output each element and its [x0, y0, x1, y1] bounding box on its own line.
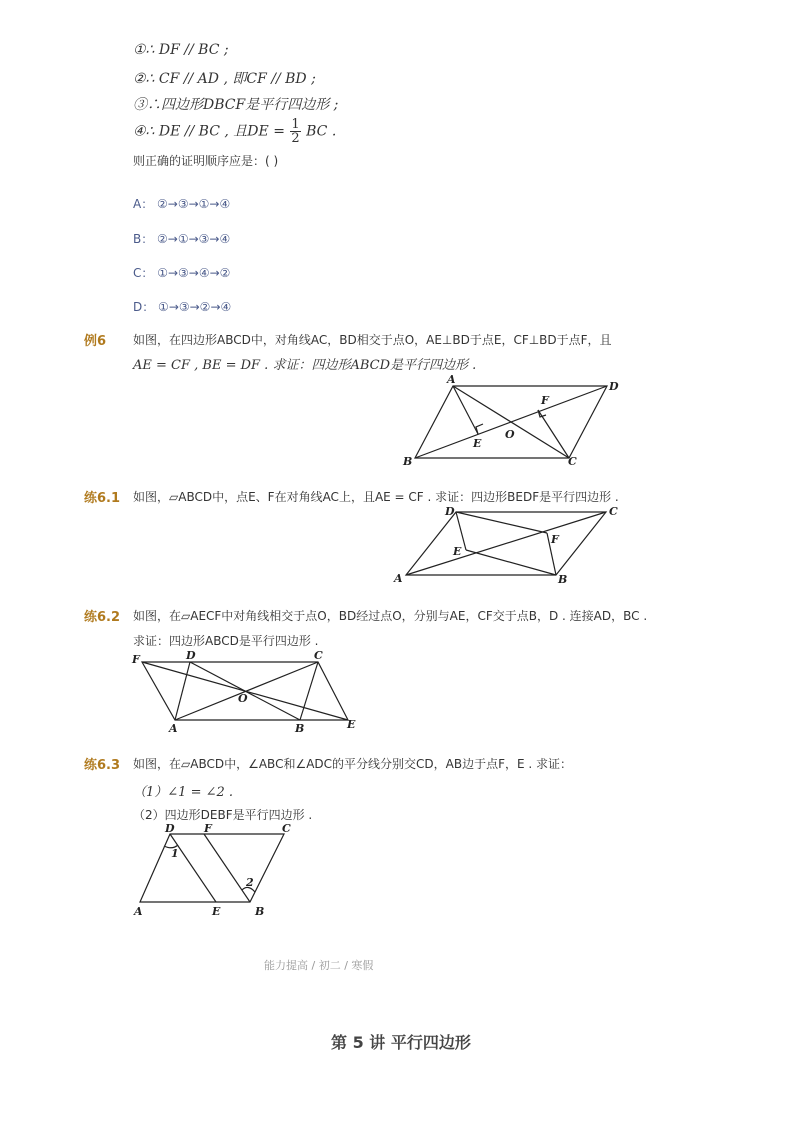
fig61-label-d: D — [445, 505, 455, 518]
fig6-label-a: A — [447, 373, 456, 386]
practice-6-2-label: 练6.2 — [84, 610, 121, 625]
fig62-label-b: B — [295, 722, 305, 735]
proof-step-4 — [133, 118, 336, 145]
fig6-label-o: O — [505, 428, 515, 441]
fig62-label-e: E — [347, 718, 356, 731]
fig6-label-c: C — [568, 455, 577, 468]
chapter-title: 第 5 讲 平行四边形 — [331, 1033, 471, 1052]
fig61-label-c: C — [609, 505, 618, 518]
fig61-label-e: E — [453, 545, 462, 558]
practice-6-3-part-1: （1）∠1 = ∠2 . — [133, 785, 234, 800]
option-d: D： ①→③→②→④ — [133, 300, 232, 314]
fig61-label-b: B — [558, 573, 568, 586]
fig6-label-d: D — [609, 380, 619, 393]
proof-step-2: ②∴ CF // AD , 即CF // BD ; — [133, 71, 316, 87]
fig62-label-a: A — [169, 722, 178, 735]
option-b: B： ②→①→③→④ — [133, 232, 231, 246]
example-6-line-2: AE = CF , BE = DF . 求证：四边形ABCD是平行四边形 . — [133, 358, 477, 373]
option-a: A： ②→③→①→④ — [133, 197, 231, 211]
practice-6-3-label: 练6.3 — [84, 758, 121, 773]
practice-6-3-line-1: 如图，在▱ABCD中，∠ABC和∠ADC的平分线分别交CD，AB边于点F，E . 求证： — [133, 757, 573, 771]
practice-6-3-figure — [128, 820, 308, 920]
fraction-denominator: 2 — [291, 131, 300, 146]
example-6-line-1: 如图，在四边形ABCD中，对角线AC，BD相交于点O，AE⊥BD于点E，CF⊥BD于点F，且 — [133, 333, 612, 347]
practice-6-1-figure — [390, 503, 625, 587]
fig61-label-a: A — [394, 572, 403, 585]
fig61-label-f: F — [551, 533, 559, 546]
fig6-label-e: E — [473, 437, 482, 450]
fig63-label-c: C — [282, 822, 291, 835]
fig62-label-o: O — [238, 692, 248, 705]
fig63-angle-1: 1 — [171, 847, 179, 860]
fig62-label-c: C — [314, 649, 323, 662]
option-c: C： ①→③→④→② — [133, 266, 231, 280]
practice-6-3-part-2: （2）四边形DEBF是平行四边形 . — [133, 808, 313, 822]
practice-6-2-line-1: 如图，在▱AECF中对角线相交于点O，BD经过点O，分别与AE，CF交于点B，D . 连接AD，BC . — [133, 609, 648, 623]
question-prompt: 则正确的证明顺序应是：( ) — [133, 154, 279, 168]
fig63-label-e: E — [212, 905, 221, 918]
practice-6-1-line-1: 如图，▱ABCD中，点E、F在对角线AC上，且AE = CF . 求证：四边形BEDF是平行四边形 . — [133, 490, 619, 504]
proof-step-3: ③∴四边形DBCF是平行四边形 ; — [133, 97, 339, 113]
practice-6-2-line-2: 求证：四边形ABCD是平行四边形 . — [133, 634, 319, 648]
fig6-label-b: B — [403, 455, 413, 468]
course-footer: 能力提高 / 初二 / 寒假 — [264, 959, 374, 972]
fig63-label-f: F — [204, 822, 212, 835]
fig62-label-f: F — [132, 653, 140, 666]
fig62-label-d: D — [186, 649, 196, 662]
fig63-angle-2: 2 — [246, 876, 254, 889]
fig6-label-f: F — [541, 394, 549, 407]
fig63-label-b: B — [255, 905, 265, 918]
fig63-label-d: D — [165, 822, 175, 835]
example-6-figure — [395, 372, 625, 468]
proof-step-4-text: ④∴ DE // BC , 且DE = — [133, 123, 285, 140]
proof-step-1: ①∴ DF // BC ; — [133, 42, 229, 58]
proof-step-4-tail: BC . — [306, 123, 337, 140]
practice-6-1-label: 练6.1 — [84, 491, 121, 506]
fraction-numerator: 1 — [291, 117, 300, 132]
example-6-label: 例6 — [84, 334, 107, 349]
fig63-label-a: A — [134, 905, 143, 918]
fraction-one-half — [290, 118, 300, 145]
practice-6-2-figure — [128, 648, 368, 736]
